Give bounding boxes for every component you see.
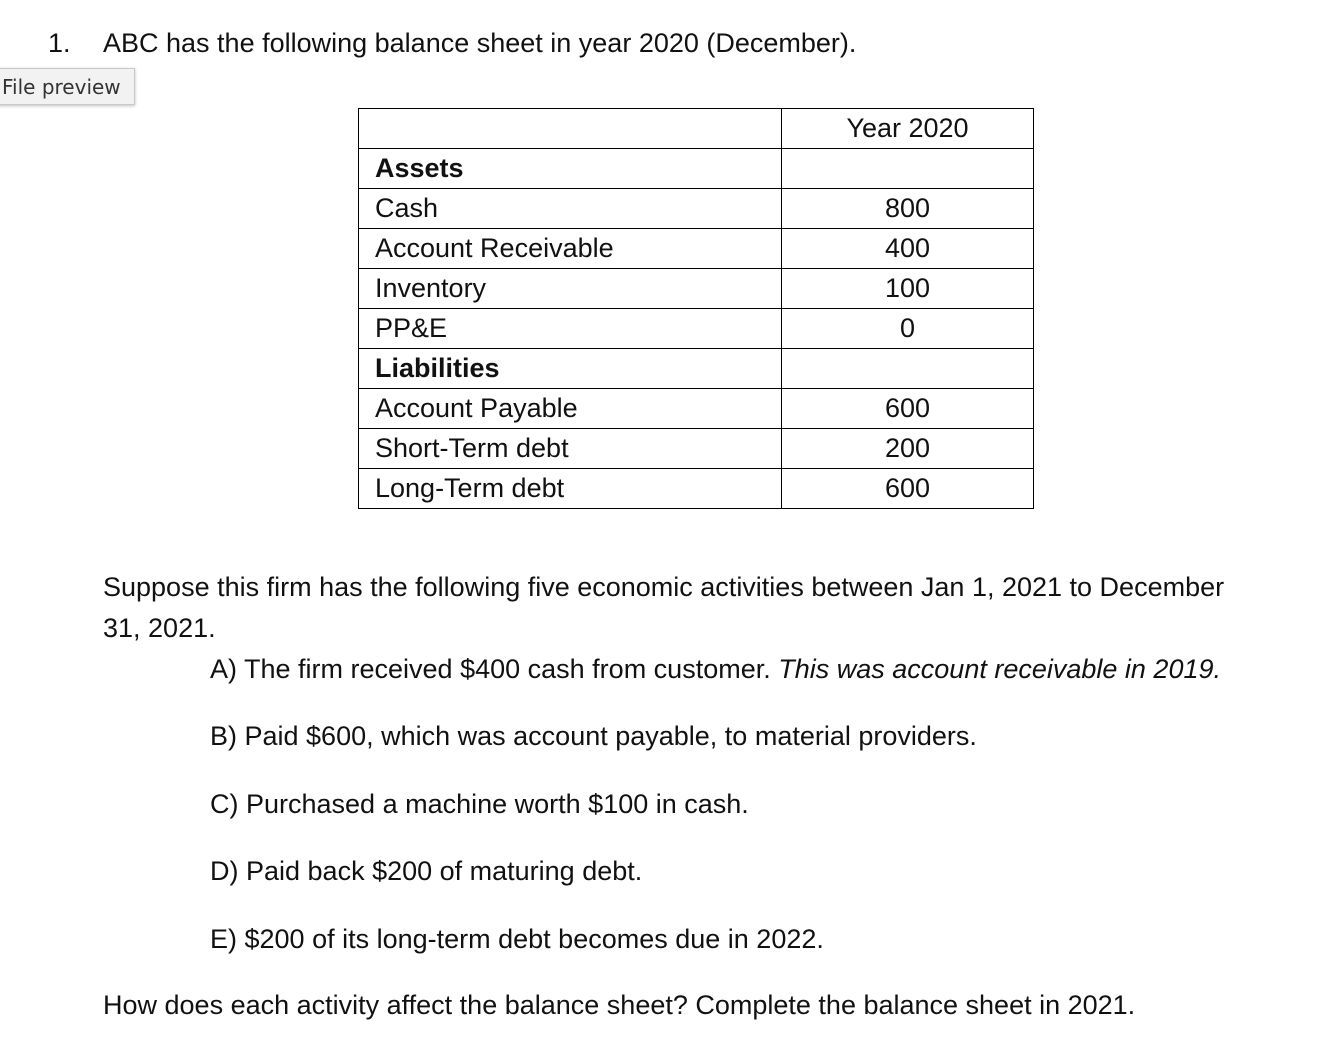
intro-line-2: 31, 2021. xyxy=(103,613,216,643)
table-row xyxy=(359,389,1034,429)
activity-a-text: A) The firm received $400 cash from customer. xyxy=(210,654,771,684)
row-label-inventory: Inventory xyxy=(359,269,782,309)
table-header-row xyxy=(359,109,1034,149)
question-number: 1. xyxy=(48,28,71,58)
intro-line-1: Suppose this firm has the following five economic activities between Jan 1, 2021 to December xyxy=(103,572,1225,602)
activity-a-note: This was account receivable in 2019. xyxy=(778,654,1221,684)
activity-c: C) Purchased a machine worth $100 in cash. xyxy=(210,789,749,819)
file-preview-button[interactable]: File preview xyxy=(0,68,135,105)
balance-sheet-table xyxy=(358,108,1034,509)
row-value-long-term-debt: 600 xyxy=(782,469,1034,509)
row-label-cash: Cash xyxy=(359,189,782,229)
row-label-assets: Assets xyxy=(359,149,782,189)
activity-a xyxy=(210,652,1221,686)
activity-b: B) Paid $600, which was account payable, to material providers. xyxy=(210,721,977,751)
row-label-ppe: PP&E xyxy=(359,309,782,349)
table-row xyxy=(359,229,1034,269)
table-row xyxy=(359,189,1034,229)
table-row xyxy=(359,429,1034,469)
row-label-account-payable: Account Payable xyxy=(359,389,782,429)
row-value-account-receivable: 400 xyxy=(782,229,1034,269)
table-row xyxy=(359,149,1034,189)
row-value-inventory: 100 xyxy=(782,269,1034,309)
table-row xyxy=(359,269,1034,309)
row-label-account-receivable: Account Receivable xyxy=(359,229,782,269)
row-value-account-payable: 600 xyxy=(782,389,1034,429)
question-heading: ABC has the following balance sheet in year 2020 (December). xyxy=(103,28,857,58)
row-value-liabilities xyxy=(782,349,1034,389)
activity-d: D) Paid back $200 of maturing debt. xyxy=(210,856,643,886)
closing-question: How does each activity affect the balance sheet? Complete the balance sheet in 2021. xyxy=(103,990,1136,1020)
row-value-ppe: 0 xyxy=(782,309,1034,349)
activity-e: E) $200 of its long-term debt becomes due in 2022. xyxy=(210,924,824,954)
table-row xyxy=(359,469,1034,509)
row-label-liabilities: Liabilities xyxy=(359,349,782,389)
row-value-cash: 800 xyxy=(782,189,1034,229)
row-label-short-term-debt: Short-Term debt xyxy=(359,429,782,469)
header-label-cell xyxy=(359,109,782,149)
row-label-long-term-debt: Long-Term debt xyxy=(359,469,782,509)
table-row xyxy=(359,309,1034,349)
table-row xyxy=(359,349,1034,389)
row-value-short-term-debt: 200 xyxy=(782,429,1034,469)
header-year-cell: Year 2020 xyxy=(782,109,1034,149)
row-value-assets xyxy=(782,149,1034,189)
